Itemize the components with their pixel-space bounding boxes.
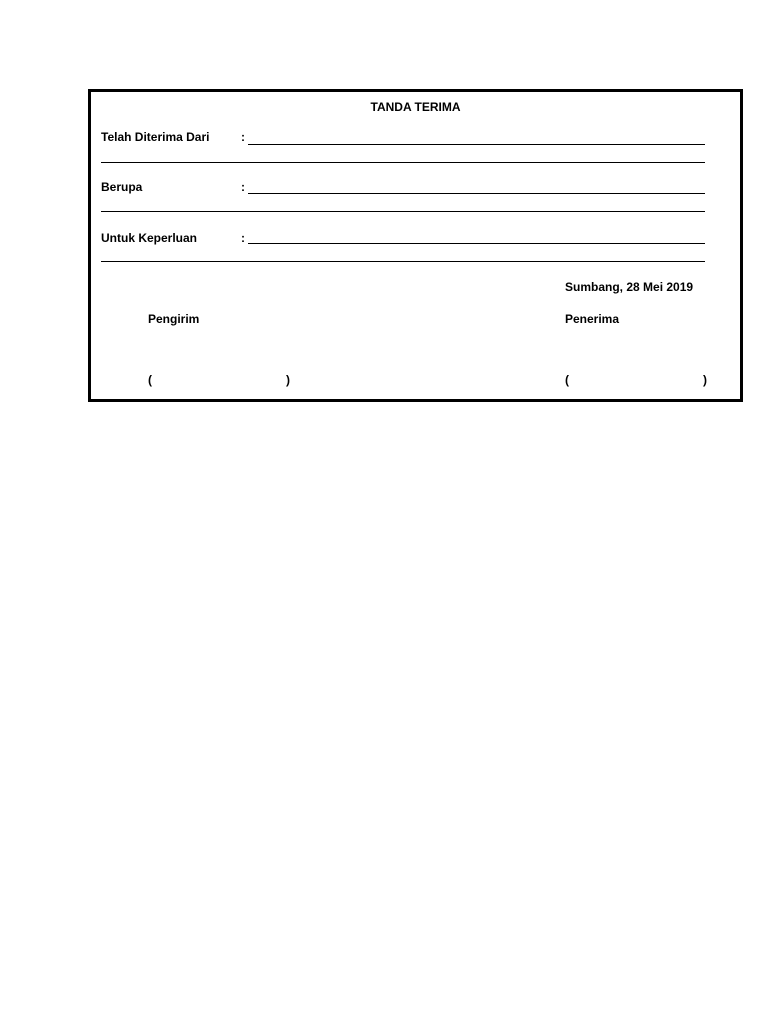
recipient-signature-close-paren: ) [703, 373, 707, 387]
purpose-line [248, 243, 705, 244]
received-from-continuation-line [101, 162, 705, 163]
received-from-line [248, 144, 705, 145]
sender-label: Pengirim [148, 312, 200, 326]
place-date: Sumbang, 28 Mei 2019 [565, 280, 694, 294]
received-from-colon: : [241, 130, 245, 144]
item-label: Berupa [101, 180, 143, 194]
receipt-title: TANDA TERIMA [370, 100, 461, 114]
recipient-signature-open-paren: ( [565, 373, 569, 387]
purpose-label: Untuk Keperluan [101, 231, 198, 245]
item-line [248, 193, 705, 194]
recipient-label: Penerima [565, 312, 620, 326]
purpose-continuation-line [101, 261, 705, 262]
sender-signature-close-paren: ) [286, 373, 290, 387]
item-colon: : [241, 180, 245, 194]
purpose-colon: : [241, 231, 245, 245]
received-from-label: Telah Diterima Dari [101, 130, 210, 144]
item-continuation-line [101, 211, 705, 212]
receipt-form [88, 89, 743, 402]
sender-signature-open-paren: ( [148, 373, 152, 387]
